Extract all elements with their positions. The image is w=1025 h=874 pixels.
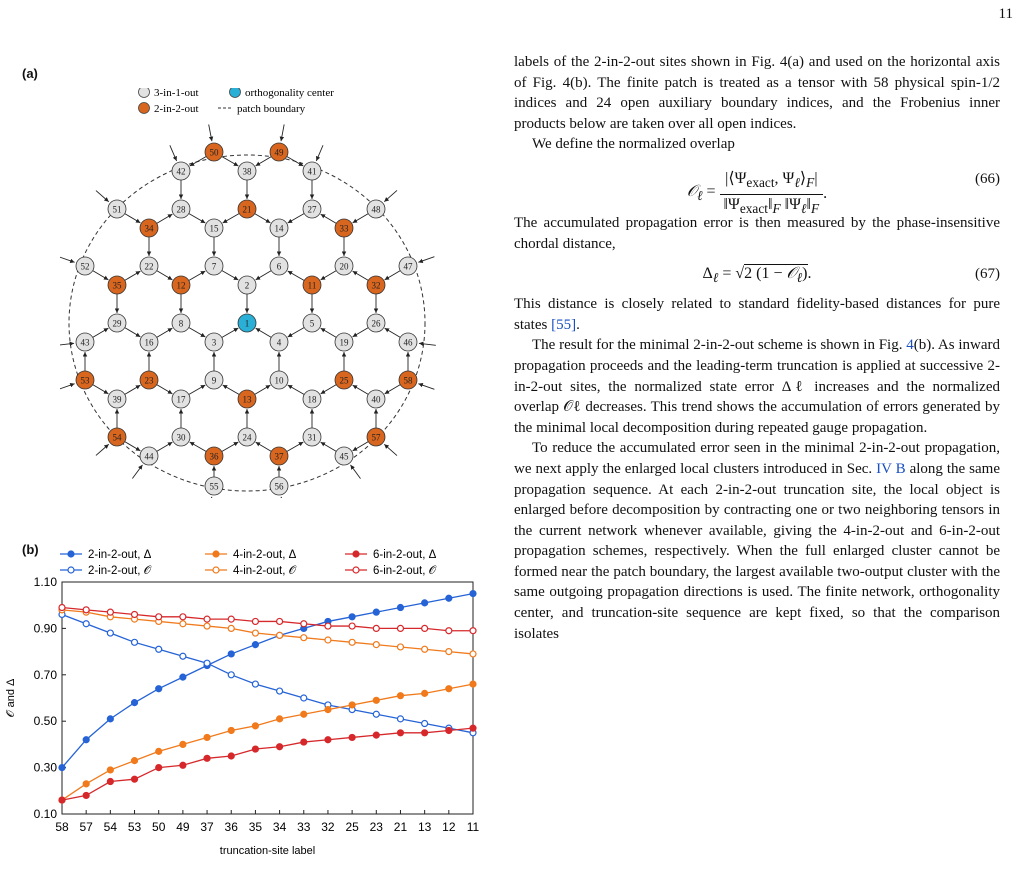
series-0-point [107,716,113,722]
series-0-point [156,686,162,692]
figure-a-label: (a) [22,66,38,81]
series-5-point [446,628,452,634]
legend-entry: 6-in-2-out, Δ [373,549,437,561]
series-5-point [349,623,355,629]
series-4-point [446,727,452,733]
paragraph-6-rest: along the same propagation sequence. At each 2-in-2-out truncation site, the local object is enlarged before decomposition by contracting one or two neighboring tensors in the current network whenever available, giving the 4-in-2-out and 6-in-2-out propagation schemes, respectively. When the full enlarged cluster cannot be formed near the patch boundary, the largest available two-output cluster with the same outgoing propagation directions is used. The finite network, orthogonality center, and truncation-site sequence are kept fixed, so that the comparison isolates [514,460,1000,642]
lattice-edge [157,214,173,223]
series-0-point [349,614,355,620]
series-2-point [446,686,452,692]
series-3-point [277,632,283,638]
boundary-arrow [170,145,177,161]
page-number: 11 [998,6,1013,22]
paragraph-4 [514,294,1000,335]
series-5-point [397,625,403,631]
lattice-edge [223,213,240,223]
lattice-edge [353,442,369,451]
series-2-point [180,741,186,747]
series-2-point [277,716,283,722]
lattice-node-label: 39 [112,394,122,405]
lattice-node-label: 53 [80,375,90,386]
lattice-edge [157,271,173,280]
series-0-point [132,700,138,706]
lattice-node-label: 15 [209,223,219,234]
series-line-5 [62,608,473,631]
lattice-edge [287,442,304,452]
lattice-node-label: 25 [339,375,349,386]
lattice-edge [288,213,305,223]
lattice-node-label: 51 [112,204,122,215]
series-0-point [180,674,186,680]
lattice-edge [288,385,305,395]
lattice-node-label: 13 [242,394,252,405]
paragraph-6 [514,438,1000,644]
x-tick-label: 12 [442,820,456,834]
paragraph-5-text: The result for the minimal 2-in-2-out scheme is shown in Fig. [532,337,907,354]
series-2-point [252,723,258,729]
boundary-arrow [96,191,109,202]
boundary-arrow [350,465,360,479]
series-5-point [470,628,476,634]
lattice-node-label: 41 [307,166,317,177]
series-0-point [228,651,234,657]
series-1-point [252,681,258,687]
series-2-point [325,707,331,713]
lattice-edge [189,213,206,223]
series-3-point [180,621,186,627]
lattice-node-label: 54 [112,432,122,443]
series-2-point [349,702,355,708]
paragraph-1: labels of the 2-in-2-out sites shown in Fig. 4(a) and used on the horizontal axis of Fig. 4(b). The finite patch is treated as a tensor with 58 physical spin-1/2 indices and 24 open auxiliary boundary indices, and the Frobenius inner products below are taken over all open indices. [514,54,1000,132]
x-axis-label: truncation-site label [219,845,316,857]
lattice-edge [189,385,206,395]
series-4-point [349,734,355,740]
lattice-node-label: 26 [371,318,381,329]
x-tick-label: 21 [393,820,408,834]
series-4-point [204,755,210,761]
lattice-edge [256,271,272,280]
equation-66-math: 𝒪$_\ell$ = $|⟨\Psi_{exact}$, $\Psi_\ell⟩_F|$ $‖\Psi_{exact}‖_F$ $‖\Psi_\ell‖_F$ . [686,169,828,216]
series-0-point [252,642,258,648]
legend-marker [213,551,219,557]
series-2-point [107,767,113,773]
series-1-point [228,672,234,678]
lattice-edge [256,442,272,451]
boundary-arrow [316,145,323,161]
lattice-edge [222,156,239,166]
x-tick-label: 54 [103,820,118,834]
legend-item3: 2-in-2-out [154,103,199,115]
lattice-edge [93,385,109,394]
lattice-edge [255,385,271,394]
legend-blue-marker [230,88,241,98]
equation-67-math: $\Delta_\ell = √2$ (1 − 𝒪$_\ell$). [702,265,812,286]
boundary-arrow [209,125,212,142]
x-tick-label: 23 [369,820,383,834]
lattice-node-label: 20 [339,261,349,272]
series-5-point [277,618,283,624]
series-2-point [132,758,138,764]
lattice-node-label: 24 [242,432,252,443]
lattice-node-label: 23 [144,375,154,386]
lattice-edge [353,271,369,280]
lattice-edge [93,271,109,280]
series-3-point [301,635,307,641]
series-line-2 [62,684,473,800]
lattice-node-label: 1 [244,318,250,329]
series-0-point [83,737,89,743]
lattice-node-label: 55 [209,481,219,492]
equation-66 [514,155,1000,216]
lattice-edge [93,328,109,337]
lattice-node-label: 6 [276,261,282,272]
series-0-point [373,609,379,615]
boundary-arrow [281,124,284,141]
y-tick-label: 0.30 [33,760,57,775]
series-4-point [228,753,234,759]
series-4-point [422,730,428,736]
lattice-node-label: 19 [339,337,349,348]
series-4-point [180,762,186,768]
series-1-point [277,688,283,694]
series-0-point [397,605,403,611]
series-1-point [156,646,162,652]
series-3-point [252,630,258,636]
paragraph-5 [514,335,1000,438]
lattice-edge [353,214,369,223]
y-tick-label: 1.10 [33,575,57,589]
lattice-node-label: 2 [244,280,250,291]
boundary-arrow [418,257,434,263]
x-tick-label: 36 [224,820,238,834]
paragraph-4-end: . [576,316,580,333]
boundary-arrow [132,465,142,479]
lattice-node-label: 21 [242,204,252,215]
series-0-point [470,591,476,597]
legend-entry: 4-in-2-out, 𝒪 [233,565,296,577]
series-3-point [397,644,403,650]
series-5-point [204,616,210,622]
series-0-point [59,765,65,771]
lattice-edge [288,327,305,337]
lattice-node-label: 46 [403,337,413,348]
y-tick-label: 0.10 [33,807,57,821]
lattice-edge [385,271,401,280]
series-5-point [107,609,113,615]
lattice-edge [222,328,239,338]
x-tick-label: 50 [152,820,166,834]
citation-55[interactable]: [55] [551,316,577,333]
paragraph-3: The accumulated propagation error is then measured by the phase-insensitive chordal distance, [514,214,1000,252]
series-5-point [180,614,186,620]
x-tick-label: 32 [321,820,335,834]
legend-grey-marker [139,88,150,98]
series-1-point [132,639,138,645]
lattice-edge [385,385,401,394]
paragraph-6-text: To reduce the accumulated error seen in the minimal 2-in-2-out propagation, we next apply the enlarged local clusters introduced in Sec. [514,440,1000,477]
series-2-point [156,748,162,754]
section-ivb-link[interactable]: IV B [876,460,906,477]
lattice-node-label: 29 [112,318,122,329]
boundary-arrow [96,444,109,455]
series-3-point [204,623,210,629]
boundary-arrow [418,384,434,390]
lattice-node-label: 8 [178,318,184,329]
lattice-node-label: 33 [339,223,349,234]
x-tick-label: 49 [176,820,190,834]
lattice-edge [256,157,272,166]
series-4-point [397,730,403,736]
series-5-point [301,621,307,627]
x-tick-label: 34 [272,820,287,834]
series-3-point [373,642,379,648]
lattice-node-label: 42 [176,166,186,177]
lattice-edge [157,385,173,394]
lattice-node-label: 58 [403,375,413,386]
y-tick-label: 0.70 [33,667,57,682]
lattice-edge [189,271,206,281]
lattice-edge [190,156,207,166]
boundary-arrow [281,497,284,498]
lattice-edge [190,442,207,452]
lattice-node-label: 34 [144,223,154,234]
lattice-node-label: 45 [339,451,349,462]
series-4-point [156,765,162,771]
lattice-node-label: 37 [274,451,284,462]
legend-entry: 2-in-2-out, 𝒪 [88,565,151,577]
series-4-point [252,746,258,752]
series-2-point [373,697,379,703]
lattice-edge [385,328,401,337]
lattice-node-label: 38 [242,166,252,177]
lattice-node-label: 14 [274,223,284,234]
series-4-point [325,737,331,743]
boundary-arrow [419,343,436,345]
legend-entry: 2-in-2-out, Δ [88,549,152,561]
series-line-3 [62,610,473,654]
series-4-point [59,797,65,803]
lattice-node-label: 7 [211,261,217,272]
series-1-point [180,653,186,659]
plot-frame [62,582,473,814]
lattice-node-label: 10 [274,375,284,386]
lattice-edge [157,442,173,451]
lattice-edge [125,385,141,394]
body-text-column [514,52,1000,644]
series-4-point [373,732,379,738]
series-4-point [277,744,283,750]
series-line-1 [62,614,473,732]
boundary-arrow [60,343,74,345]
lattice-edge [321,214,337,223]
boundary-arrow [60,384,75,390]
lattice-edge [125,328,141,337]
figure-b-chart [0,538,480,868]
lattice-node-label: 5 [309,318,315,329]
lattice-edge [255,214,271,223]
series-5-point [325,623,331,629]
series-4-point [470,725,476,731]
lattice-node-label: 36 [209,451,219,462]
legend-item2: orthogonality center [245,88,334,99]
lattice-node-label: 22 [144,261,154,272]
y-axis-label: 𝒪 and Δ [5,678,17,718]
lattice-edge [321,385,337,394]
series-3-point [446,649,452,655]
lattice-node-label: 3 [211,337,217,348]
series-3-point [470,651,476,657]
series-5-point [59,605,65,611]
lattice-node-label: 9 [211,375,217,386]
lattice-edge [353,385,369,394]
y-tick-label: 0.90 [33,621,57,636]
series-4-point [132,776,138,782]
lattice-node-label: 52 [80,261,90,272]
series-1-point [422,721,428,727]
series-1-point [373,711,379,717]
series-5-point [83,607,89,613]
series-2-point [204,734,210,740]
x-tick-label: 37 [200,820,214,834]
lattice-edge [288,271,305,281]
series-1-point [204,660,210,666]
series-5-point [422,625,428,631]
lattice-node-label: 18 [307,394,317,405]
x-tick-label: 11 [466,820,480,834]
lattice-node-label: 56 [274,481,284,492]
legend-orange-marker [139,103,150,114]
legend-item4: patch boundary [237,103,306,115]
lattice-node-label: 27 [307,204,317,215]
series-5-point [156,614,162,620]
lattice-node-label: 4 [276,337,282,348]
series-2-point [301,711,307,717]
lattice-node-label: 47 [403,261,413,272]
legend-entry: 6-in-2-out, 𝒪 [373,565,436,577]
figure-a-legend [139,88,335,115]
series-1-point [107,630,113,636]
lattice-node-label: 43 [80,337,90,348]
series-2-point [422,690,428,696]
boundary-arrow [60,257,75,263]
equation-67 [514,254,1000,294]
series-1-point [301,695,307,701]
legend-item1: 3-in-1-out [154,88,199,99]
series-3-point [349,639,355,645]
series-4-point [83,792,89,798]
legend-marker [353,551,359,557]
series-5-point [252,618,258,624]
lattice-node-label: 40 [371,394,381,405]
lattice-node-label: 57 [371,432,381,443]
series-0-point [422,600,428,606]
equation-66-number: (66) [975,170,1000,187]
lattice-node-label: 17 [176,394,186,405]
lattice-edge [125,442,141,451]
series-2-point [397,693,403,699]
series-0-point [446,595,452,601]
legend-entry: 4-in-2-out, Δ [233,549,297,561]
lattice-node-label: 16 [144,337,154,348]
lattice-edge [321,271,337,280]
lattice-edge [222,270,239,280]
y-tick-label: 0.50 [33,714,57,729]
x-tick-label: 33 [297,820,311,834]
lattice-node-label: 11 [307,280,317,291]
series-5-point [228,616,234,622]
lattice-edge [321,442,337,451]
equation-67-number: (67) [975,266,1000,283]
lattice-edge [189,327,206,337]
paragraph-4-text: This distance is closely related to standard fidelity-based distances for pure states [514,296,1000,333]
series-3-point [422,646,428,652]
series-2-point [228,727,234,733]
lattice-edge [321,328,337,337]
boundary-arrow [384,444,397,455]
figure-4-link[interactable]: 4 [906,337,914,354]
lattice-edge [353,328,369,337]
lattice-node-label: 32 [371,280,381,291]
lattice-node-label: 30 [176,432,186,443]
series-2-point [470,681,476,687]
lattice-edge [125,271,141,280]
series-4-point [107,779,113,785]
x-tick-label: 57 [79,820,93,834]
series-line-0 [62,594,473,768]
figure-b-label: (b) [22,542,39,557]
legend-marker [68,551,74,557]
lattice-node-label: 50 [209,147,219,158]
lattice-node-label: 35 [112,280,122,291]
x-tick-label: 53 [127,820,142,834]
series-5-point [132,611,138,617]
series-1-point [83,621,89,627]
legend-marker [68,567,74,573]
series-4-point [301,739,307,745]
figure-a-lattice [60,88,440,498]
boundary-arrow [384,190,397,201]
lattice-node-label: 28 [176,204,186,215]
paragraph-5-rest: (b). As inward propagation proceeds and the leading-term truncation is applied at successive 2-in-2-out sites, the normalized state error Δℓ increases and the normalized overlap 𝒪ℓ decreases. This trend shows the accumulation of errors generated by the minimal local decomposition during repeated gauge propagation. [514,337,1000,436]
series-1-point [397,716,403,722]
series-3-point [325,637,331,643]
lattice-node-label: 12 [176,280,186,291]
lattice-node-label: 48 [371,204,381,215]
lattice-edge [223,385,240,395]
x-tick-label: 35 [248,820,263,834]
paragraph-2: We define the normalized overlap [532,136,735,153]
x-tick-label: 25 [345,820,359,834]
lattice-node-label: 31 [307,432,317,443]
series-5-point [373,625,379,631]
series-3-point [228,625,234,631]
x-tick-label: 58 [55,820,69,834]
lattice-edge [287,156,304,166]
lattice-node-label: 49 [274,147,284,158]
lattice-edge [157,328,173,337]
lattice-edge [222,442,239,452]
lattice-edge [125,214,141,223]
x-tick-label: 13 [417,820,432,834]
legend-marker [213,567,219,573]
lattice-node-label: 44 [144,451,154,462]
series-2-point [83,781,89,787]
boundary-arrow [208,497,211,498]
lattice-edge [256,328,272,337]
legend-marker [353,567,359,573]
